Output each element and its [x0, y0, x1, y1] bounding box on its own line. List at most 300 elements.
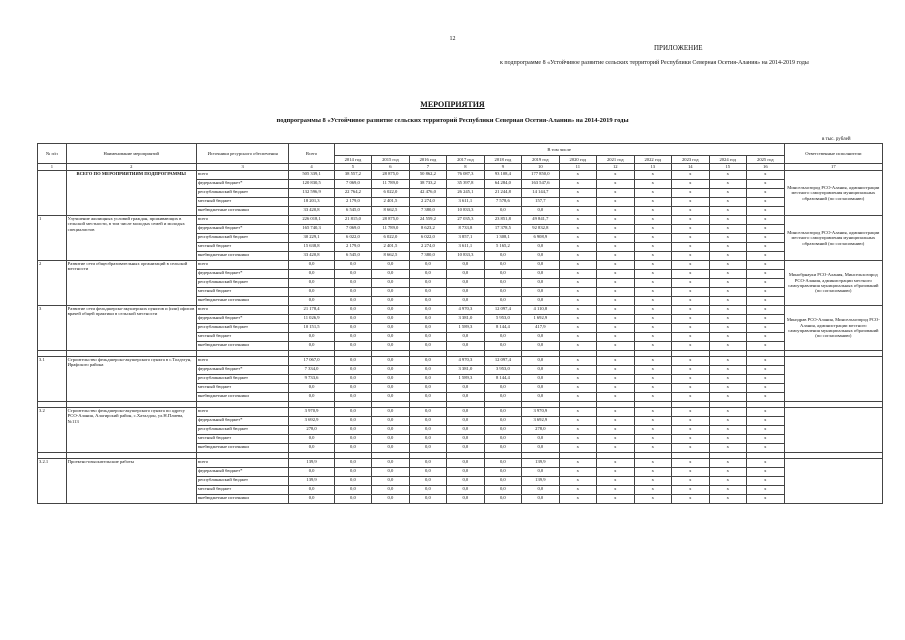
year-value: 5 165,2: [484, 243, 521, 252]
year-value: х: [747, 426, 785, 435]
year-value: х: [597, 366, 634, 375]
year-value: 0,0: [484, 459, 521, 468]
year-value: 0,0: [372, 435, 409, 444]
year-value: х: [634, 444, 671, 453]
year-value: 0,0: [409, 324, 446, 333]
year-value: х: [634, 252, 671, 261]
year-value: 139,9: [522, 459, 559, 468]
year-value: х: [672, 306, 709, 315]
year-value: 0,0: [372, 357, 409, 366]
year-value: х: [634, 495, 671, 504]
year-value: х: [709, 279, 746, 288]
year-value: 2 274,0: [409, 243, 446, 252]
year-value: х: [559, 306, 596, 315]
year-value: х: [634, 189, 671, 198]
column-number: 8: [447, 164, 484, 171]
year-value: 0,0: [334, 324, 371, 333]
year-value: 0,0: [409, 333, 446, 342]
year-value: 0,0: [522, 444, 559, 453]
header-year: 2024 год: [709, 156, 746, 164]
year-value: х: [634, 324, 671, 333]
year-value: х: [747, 270, 785, 279]
year-value: х: [709, 288, 746, 297]
funding-source: местный бюджет: [196, 288, 289, 297]
year-value: 278,0: [522, 426, 559, 435]
header-num: № п/п: [38, 144, 67, 164]
year-value: х: [634, 207, 671, 216]
funding-source: республиканский бюджет: [196, 279, 289, 288]
year-value: х: [559, 180, 596, 189]
year-value: 0,0: [372, 324, 409, 333]
year-value: 0,0: [447, 417, 484, 426]
column-number: 12: [597, 164, 634, 171]
year-value: 0,0: [484, 486, 521, 495]
unit-label: в тыс. рублей: [822, 137, 851, 142]
header-year: 2021 год: [597, 156, 634, 164]
year-value: х: [597, 252, 634, 261]
year-value: 7 069,0: [334, 225, 371, 234]
year-value: 3 970,9: [522, 408, 559, 417]
year-value: 0,0: [372, 375, 409, 384]
year-value: 0,0: [334, 366, 371, 375]
year-value: х: [747, 468, 785, 477]
year-value: 0,0: [334, 333, 371, 342]
funding-source: федеральный бюджет*: [196, 315, 289, 324]
header-source: Источники ресурсного обеспечения: [196, 144, 289, 164]
year-value: х: [747, 171, 785, 180]
year-value: х: [597, 468, 634, 477]
year-value: х: [672, 234, 709, 243]
year-value: х: [634, 477, 671, 486]
year-value: 6 908,9: [522, 234, 559, 243]
year-value: х: [597, 225, 634, 234]
year-value: х: [672, 297, 709, 306]
total-value: 18 201,3: [289, 198, 334, 207]
year-value: 0,0: [522, 495, 559, 504]
year-value: х: [597, 279, 634, 288]
year-value: 0,0: [484, 252, 521, 261]
total-value: 21 178,4: [289, 306, 334, 315]
year-value: 0,0: [522, 435, 559, 444]
year-value: 0,0: [484, 477, 521, 486]
year-value: 0,0: [372, 495, 409, 504]
year-value: 0,0: [484, 393, 521, 402]
year-value: х: [634, 171, 671, 180]
total-value: 7 334,0: [289, 366, 334, 375]
funding-source: республиканский бюджет: [196, 189, 289, 198]
year-value: х: [559, 333, 596, 342]
total-value: 120 830,5: [289, 180, 334, 189]
year-value: х: [634, 180, 671, 189]
year-value: 0,0: [522, 252, 559, 261]
year-value: 0,0: [409, 288, 446, 297]
year-value: 0,0: [522, 261, 559, 270]
total-value: 0,0: [289, 261, 334, 270]
year-value: 0,0: [334, 297, 371, 306]
year-value: 7 578,6: [484, 198, 521, 207]
year-value: 17 378,5: [484, 225, 521, 234]
funding-source: внебюджетные источники: [196, 393, 289, 402]
year-value: 0,0: [372, 459, 409, 468]
year-value: 0,0: [409, 366, 446, 375]
table-row: [38, 216, 883, 225]
year-value: х: [559, 270, 596, 279]
year-value: х: [709, 435, 746, 444]
header-responsible: Ответственные исполнители: [784, 144, 882, 164]
year-value: 2 179,0: [334, 243, 371, 252]
year-value: 0,0: [372, 444, 409, 453]
funding-source: местный бюджет: [196, 333, 289, 342]
header-year: 2016 год: [409, 156, 446, 164]
year-value: 28 875,0: [372, 171, 409, 180]
year-value: х: [597, 435, 634, 444]
year-value: х: [634, 408, 671, 417]
total-value: 30 229,1: [289, 234, 334, 243]
year-value: х: [597, 324, 634, 333]
year-value: 38 733,2: [409, 180, 446, 189]
year-value: 2 401,5: [372, 243, 409, 252]
column-number: 7: [409, 164, 446, 171]
year-value: 0,0: [409, 306, 446, 315]
year-value: х: [747, 288, 785, 297]
year-value: 0,0: [447, 297, 484, 306]
funding-source: всего: [196, 357, 289, 366]
year-value: 3 381,0: [447, 315, 484, 324]
year-value: х: [709, 225, 746, 234]
year-value: 3 381,0: [447, 366, 484, 375]
total-value: 0,0: [289, 393, 334, 402]
year-value: 6 022,0: [372, 189, 409, 198]
year-value: 0,0: [372, 486, 409, 495]
year-value: х: [747, 408, 785, 417]
year-value: 0,0: [334, 288, 371, 297]
year-value: 2 179,0: [334, 198, 371, 207]
responsible-executors: Минсельхозпрод РСО-Алания, администрации местного самоуправления муниципальных образований (по согласованию): [784, 216, 882, 261]
year-value: х: [634, 225, 671, 234]
year-value: 0,0: [484, 342, 521, 351]
year-value: 0,0: [334, 384, 371, 393]
year-value: х: [634, 297, 671, 306]
year-value: х: [709, 324, 746, 333]
year-value: 417,9: [522, 324, 559, 333]
year-value: 8 662,5: [372, 207, 409, 216]
year-value: 0,0: [372, 297, 409, 306]
year-value: 0,0: [447, 426, 484, 435]
column-number: 11: [559, 164, 596, 171]
year-value: 0,0: [334, 315, 371, 324]
measure-name: Проектно-изыскательские работы: [66, 459, 196, 504]
year-value: х: [597, 198, 634, 207]
year-value: х: [559, 435, 596, 444]
year-value: 6 545,0: [334, 252, 371, 261]
year-value: х: [634, 366, 671, 375]
year-value: 0,0: [334, 357, 371, 366]
year-value: х: [709, 384, 746, 393]
year-value: х: [597, 426, 634, 435]
year-value: 0,0: [447, 288, 484, 297]
year-value: х: [597, 459, 634, 468]
year-value: 7 380,0: [409, 207, 446, 216]
year-value: х: [747, 384, 785, 393]
year-value: 1 589,3: [447, 324, 484, 333]
year-value: х: [634, 384, 671, 393]
header-year: 2014 год: [334, 156, 371, 164]
funding-source: всего: [196, 171, 289, 180]
year-value: х: [559, 417, 596, 426]
year-value: 0,0: [409, 357, 446, 366]
year-value: х: [747, 243, 785, 252]
year-value: х: [709, 426, 746, 435]
year-value: х: [672, 171, 709, 180]
year-value: 0,0: [409, 477, 446, 486]
year-value: х: [634, 375, 671, 384]
year-value: х: [709, 408, 746, 417]
year-value: 0,0: [447, 261, 484, 270]
measure-number: 1: [38, 216, 67, 261]
year-value: х: [747, 366, 785, 375]
year-value: х: [747, 234, 785, 243]
year-value: х: [747, 393, 785, 402]
responsible-executors: Минсельхозпрод РСО-Алания, администрации местного самоуправления муниципальных образований (по согласованию): [784, 171, 882, 216]
year-value: х: [634, 288, 671, 297]
year-value: х: [597, 408, 634, 417]
year-value: 0,0: [334, 279, 371, 288]
year-value: 0,0: [372, 426, 409, 435]
year-value: х: [597, 393, 634, 402]
year-value: х: [747, 189, 785, 198]
total-value: 0,0: [289, 279, 334, 288]
measure-number: [38, 171, 67, 216]
year-value: 0,0: [334, 270, 371, 279]
header-year: 2025 год: [747, 156, 785, 164]
year-value: х: [672, 189, 709, 198]
year-value: 0,0: [372, 384, 409, 393]
year-value: 0,0: [447, 393, 484, 402]
year-value: х: [597, 216, 634, 225]
year-value: 50 862,2: [409, 171, 446, 180]
year-value: х: [747, 180, 785, 189]
year-value: 0,0: [484, 297, 521, 306]
year-value: 0,0: [334, 375, 371, 384]
year-value: х: [709, 198, 746, 207]
year-value: х: [559, 324, 596, 333]
year-value: х: [672, 486, 709, 495]
year-value: х: [597, 477, 634, 486]
column-number: 14: [672, 164, 709, 171]
year-value: х: [559, 444, 596, 453]
funding-source: федеральный бюджет*: [196, 225, 289, 234]
year-value: х: [634, 459, 671, 468]
year-value: х: [747, 444, 785, 453]
year-value: х: [597, 315, 634, 324]
year-value: х: [672, 444, 709, 453]
year-value: х: [747, 324, 785, 333]
year-value: 0,0: [409, 444, 446, 453]
year-value: х: [709, 243, 746, 252]
year-value: 0,0: [409, 486, 446, 495]
year-value: х: [672, 216, 709, 225]
year-value: 0,0: [372, 366, 409, 375]
year-value: 7 069,0: [334, 180, 371, 189]
year-value: 0,0: [484, 444, 521, 453]
funding-source: всего: [196, 306, 289, 315]
year-value: х: [559, 297, 596, 306]
total-value: 33 420,8: [289, 252, 334, 261]
total-value: 3 970,9: [289, 408, 334, 417]
year-value: х: [597, 288, 634, 297]
funding-source: федеральный бюджет*: [196, 468, 289, 477]
year-value: х: [559, 315, 596, 324]
funding-source: внебюджетные источники: [196, 297, 289, 306]
year-value: 6 022,0: [409, 234, 446, 243]
year-value: 27 035,3: [447, 216, 484, 225]
column-number: 13: [634, 164, 671, 171]
year-value: х: [597, 495, 634, 504]
funding-source: местный бюджет: [196, 435, 289, 444]
year-value: х: [634, 357, 671, 366]
funding-source: местный бюджет: [196, 384, 289, 393]
year-value: х: [672, 477, 709, 486]
year-value: х: [672, 357, 709, 366]
year-value: х: [709, 189, 746, 198]
year-value: х: [747, 216, 785, 225]
year-value: 0,0: [522, 366, 559, 375]
funding-source: республиканский бюджет: [196, 375, 289, 384]
year-value: х: [747, 333, 785, 342]
year-value: х: [747, 261, 785, 270]
total-value: 278,0: [289, 426, 334, 435]
year-value: х: [559, 342, 596, 351]
total-value: 226 018,1: [289, 216, 334, 225]
year-value: х: [672, 288, 709, 297]
year-value: 0,0: [372, 306, 409, 315]
year-value: х: [559, 393, 596, 402]
year-value: 76 087,3: [447, 171, 484, 180]
year-value: 0,0: [447, 459, 484, 468]
year-value: 2 274,0: [409, 198, 446, 207]
year-value: х: [634, 342, 671, 351]
year-value: 0,0: [409, 384, 446, 393]
appendix-subtitle: к подпрограмме 8 «Устойчивое развитие сельских территорий Республики Северная Осетия-Алания» на 2014-2019 годы: [500, 60, 809, 66]
year-value: х: [747, 495, 785, 504]
year-value: 0,0: [334, 417, 371, 426]
year-value: х: [634, 216, 671, 225]
year-value: 0,0: [447, 444, 484, 453]
funding-source: внебюджетные источники: [196, 495, 289, 504]
year-value: х: [709, 252, 746, 261]
year-value: х: [559, 495, 596, 504]
year-value: 12 097,4: [484, 306, 521, 315]
year-value: х: [559, 279, 596, 288]
year-value: 0,0: [372, 270, 409, 279]
year-value: 0,0: [484, 417, 521, 426]
funding-source: местный бюджет: [196, 198, 289, 207]
year-value: 0,0: [409, 468, 446, 477]
year-value: х: [597, 180, 634, 189]
header-year: 2017 год: [447, 156, 484, 164]
year-value: 0,0: [522, 486, 559, 495]
year-value: 6 545,0: [334, 207, 371, 216]
year-value: х: [559, 375, 596, 384]
year-value: х: [559, 477, 596, 486]
column-number: 9: [484, 164, 521, 171]
year-value: 0,0: [522, 288, 559, 297]
total-value: 0,0: [289, 495, 334, 504]
year-value: х: [747, 375, 785, 384]
measure-number: 3.2.1: [38, 459, 67, 504]
year-value: 4 970,3: [447, 357, 484, 366]
total-value: 0,0: [289, 435, 334, 444]
year-value: х: [597, 306, 634, 315]
year-value: х: [709, 468, 746, 477]
year-value: х: [709, 393, 746, 402]
measure-name: Развитие сети фельдшерско-акушерских пунктов и (или) офисов врачей общей практики в сельской местности: [66, 306, 196, 351]
year-value: х: [709, 417, 746, 426]
header-year: 2023 год: [672, 156, 709, 164]
year-value: 0,0: [522, 384, 559, 393]
year-value: 21 815,0: [334, 216, 371, 225]
year-value: 23 851,8: [484, 216, 521, 225]
year-value: 4 970,3: [447, 306, 484, 315]
year-value: 0,0: [409, 426, 446, 435]
year-value: х: [597, 243, 634, 252]
year-value: х: [634, 243, 671, 252]
year-value: 0,0: [372, 342, 409, 351]
year-value: 0,0: [484, 207, 521, 216]
measure-name: Строительство фельдшерско-акушерского пункта в с.Толдзгун, Ирафского района: [66, 357, 196, 402]
year-value: 38 557,2: [334, 171, 371, 180]
year-value: х: [634, 393, 671, 402]
year-value: х: [634, 486, 671, 495]
year-value: 0,0: [409, 393, 446, 402]
year-value: 0,0: [522, 270, 559, 279]
year-value: х: [672, 495, 709, 504]
header-year: 2019 год: [522, 156, 559, 164]
year-value: 5 953,0: [484, 315, 521, 324]
table-row: [38, 408, 883, 417]
year-value: 7 380,0: [409, 252, 446, 261]
year-value: х: [672, 384, 709, 393]
year-value: х: [747, 435, 785, 444]
year-value: 0,0: [484, 270, 521, 279]
year-value: х: [597, 384, 634, 393]
year-value: 0,0: [447, 342, 484, 351]
year-value: х: [672, 375, 709, 384]
year-value: х: [559, 459, 596, 468]
year-value: 1 692,9: [522, 315, 559, 324]
header-year: 2018 год: [484, 156, 521, 164]
funding-source: федеральный бюджет*: [196, 366, 289, 375]
year-value: х: [747, 198, 785, 207]
appendix-title: ПРИЛОЖЕНИЕ: [654, 44, 703, 52]
year-value: х: [559, 225, 596, 234]
year-value: 8 662,5: [372, 252, 409, 261]
year-value: 163 547,6: [522, 180, 559, 189]
year-value: 0,0: [447, 279, 484, 288]
year-value: 0,0: [447, 486, 484, 495]
funding-source: республиканский бюджет: [196, 324, 289, 333]
responsible-executors: [784, 357, 882, 402]
year-value: х: [597, 171, 634, 180]
year-value: 0,0: [522, 468, 559, 477]
year-value: х: [634, 315, 671, 324]
year-value: 0,0: [484, 495, 521, 504]
year-value: 0,0: [372, 333, 409, 342]
funding-source: республиканский бюджет: [196, 477, 289, 486]
year-value: 0,0: [334, 261, 371, 270]
year-value: 12 097,4: [484, 357, 521, 366]
year-value: х: [597, 297, 634, 306]
